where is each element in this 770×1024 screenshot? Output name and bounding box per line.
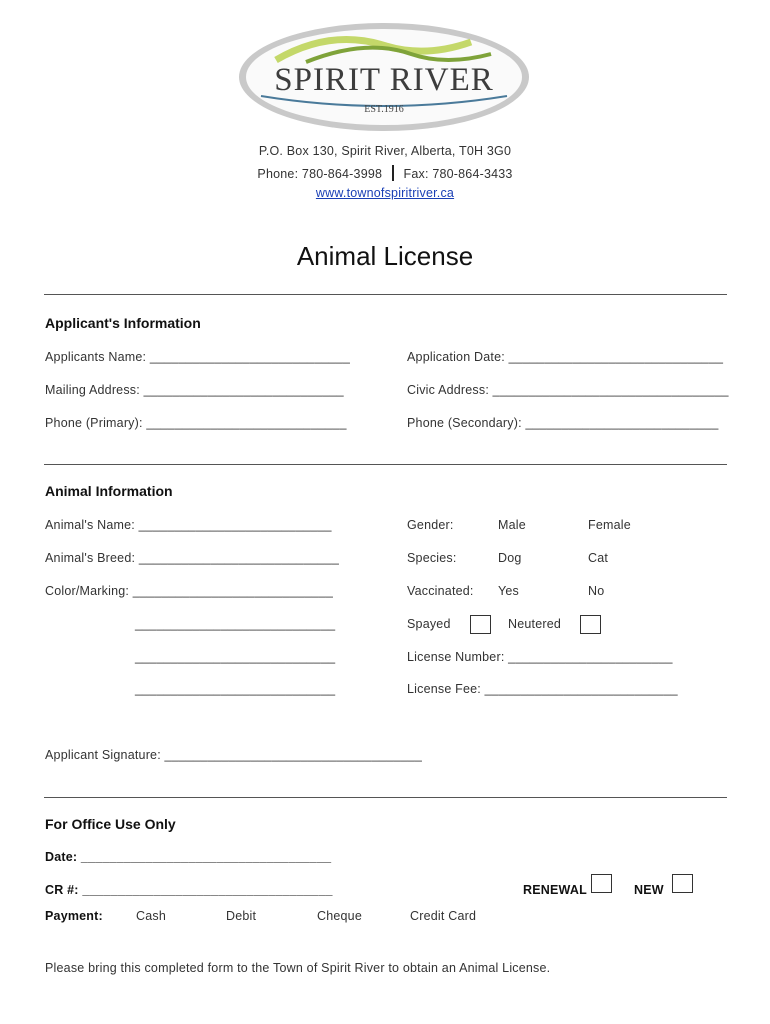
contact-divider [392,165,394,181]
species-cat-option[interactable]: Cat [588,551,609,565]
contact-phone: Phone: 780-864-3998 [257,167,383,181]
new-label: NEW [634,883,664,897]
license-number-field[interactable]: License Number: _______________________ [407,650,673,664]
contact-fax: Fax: 780-864-3433 [403,167,513,181]
species-dog-option[interactable]: Dog [498,551,522,565]
species-label: Species: [407,551,457,565]
logo-est: EST.1916 [364,104,404,115]
renewal-checkbox[interactable] [591,874,612,893]
phone-secondary-field[interactable]: Phone (Secondary): ___________________________ [407,416,719,430]
payment-cheque-option[interactable]: Cheque [317,909,362,923]
civic-address-field[interactable]: Civic Address: _________________________________ [407,383,729,397]
animal-breed-field[interactable]: Animal's Breed: ____________________________ [45,551,340,565]
animal-name-field[interactable]: Animal's Name: ___________________________ [45,518,332,532]
spayed-label: Spayed [407,617,451,631]
phone-primary-field[interactable]: Phone (Primary): ____________________________ [45,416,347,430]
payment-label: Payment: [45,909,103,923]
applicant-name-field[interactable]: Applicants Name: ____________________________ [45,350,351,364]
contact-phone-line [0,165,770,181]
color-marking-line-2[interactable]: ____________________________ [135,617,336,631]
payment-debit-option[interactable]: Debit [226,909,257,923]
license-fee-field[interactable]: License Fee: ___________________________ [407,682,678,696]
color-marking-line-4[interactable]: ____________________________ [135,682,336,696]
vaccinated-label: Vaccinated: [407,584,474,598]
office-cr-field[interactable]: CR #: ___________________________________ [45,883,333,897]
logo-name: SPIRIT RIVER [274,62,494,98]
payment-cash-option[interactable]: Cash [136,909,166,923]
new-checkbox[interactable] [672,874,693,893]
application-date-field[interactable]: Application Date: ______________________________ [407,350,724,364]
contact-address: P.O. Box 130, Spirit River, Alberta, T0H 3G0 [258,144,512,158]
divider-applicant [44,464,727,465]
form-title: Animal License [296,241,474,271]
animal-heading: Animal Information [45,483,173,499]
gender-female-option[interactable]: Female [588,518,631,532]
mailing-address-field[interactable]: Mailing Address: ____________________________ [45,383,344,397]
spayed-checkbox[interactable] [470,615,491,634]
neutered-checkbox[interactable] [580,615,601,634]
payment-credit-card-option[interactable]: Credit Card [410,909,477,923]
applicant-heading: Applicant's Information [45,315,201,331]
contact-website-line [0,186,770,200]
neutered-label: Neutered [508,617,562,631]
divider-signature [44,797,727,798]
office-date-field[interactable]: Date: ___________________________________ [45,850,332,864]
website-link[interactable]: www.townofspiritriver.ca [315,186,455,200]
town-logo [236,20,532,134]
divider-top [44,294,727,295]
color-marking-field[interactable]: Color/Marking: ____________________________ [45,584,334,598]
vaccinated-no-option[interactable]: No [588,584,605,598]
gender-label: Gender: [407,518,454,532]
footer-note: Please bring this completed form to the Town of Spirit River to obtain an Animal License. [45,961,551,975]
applicant-signature-field[interactable]: Applicant Signature: ____________________________________ [45,748,423,762]
gender-male-option[interactable]: Male [498,518,526,532]
color-marking-line-3[interactable]: ____________________________ [135,650,336,664]
vaccinated-yes-option[interactable]: Yes [498,584,519,598]
renewal-label: RENEWAL [523,883,587,897]
office-heading: For Office Use Only [45,816,176,832]
